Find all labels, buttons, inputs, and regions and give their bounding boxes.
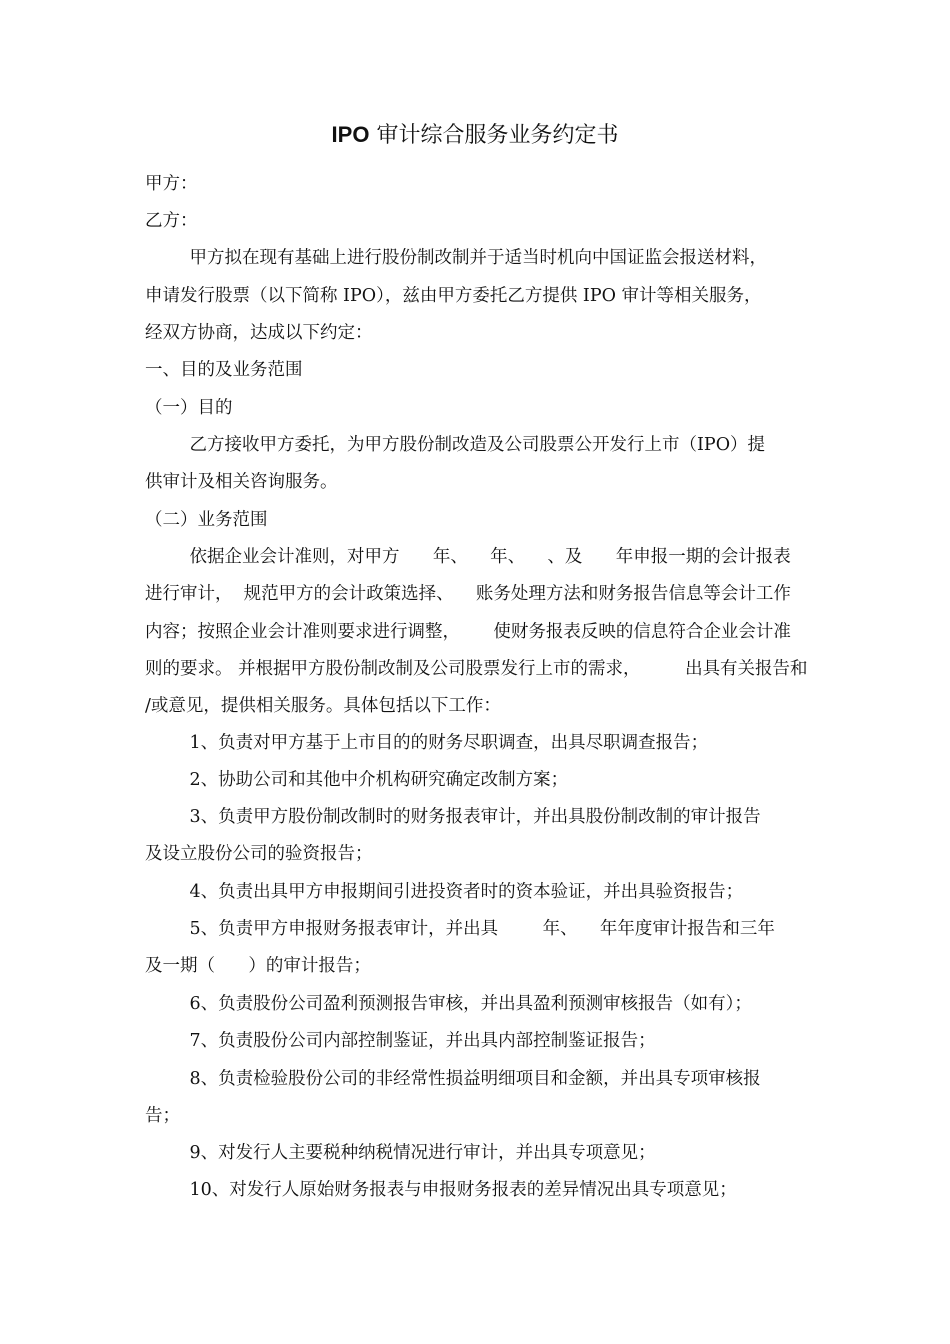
title-text: 审计综合服务业务约定书 <box>369 123 619 148</box>
body-line: 内容；按照企业会计准则要求进行调整， 使财务报表反映的信息符合企业会计准 <box>145 622 791 642</box>
body-line: （一）目的 <box>145 398 233 418</box>
body-line: 进行审计， 规范甲方的会计政策选择、 账务处理方法和财务报告信息等会计工作 <box>145 584 791 604</box>
body-line: 及一期（ ）的审计报告； <box>145 956 371 976</box>
body-line: 甲方： <box>145 174 198 194</box>
body-line: 申请发行股票（以下简称 IPO），兹由甲方委托乙方提供 IPO 审计等相关服务， <box>145 286 762 306</box>
body-line: 1、负责对甲方基于上市目的的财务尽职调查，出具尽职调查报告； <box>145 733 709 753</box>
body-line: 3、负责甲方股份制改制时的财务报表审计，并出具股份制改制的审计报告 <box>145 807 761 827</box>
body-line: 则的要求。 并根据甲方股份制改制及公司股票发行上市的需求， 出具有关报告和 <box>145 659 808 679</box>
body-line: 依据企业会计准则，对甲方 年、 年、 、及 年申报一期的会计报表 <box>145 547 791 567</box>
body-line: 9、对发行人主要税种纳税情况进行审计，并出具专项意见； <box>145 1143 656 1163</box>
body-line: 甲方拟在现有基础上进行股份制改制并于适当时机向中国证监会报送材料， <box>145 248 767 268</box>
body-line: 经双方协商，达成以下约定： <box>145 323 373 343</box>
title-prefix: IPO <box>331 122 370 147</box>
body-line: 2、协助公司和其他中介机构研究确定改制方案； <box>145 770 569 790</box>
body-line: 及设立股份公司的验资报告； <box>145 844 373 864</box>
body-line: 乙方接收甲方委托，为甲方股份制改造及公司股票公开发行上市（IPO）提 <box>145 435 766 455</box>
body-line: 告； <box>145 1106 180 1126</box>
body-line: 供审计及相关咨询服务。 <box>145 472 338 492</box>
body-line: /或意见，提供相关服务。具体包括以下工作： <box>145 696 501 716</box>
body-line: 6、负责股份公司盈利预测报告审核，并出具盈利预测审核报告（如有）； <box>145 994 752 1014</box>
document-title <box>0 120 950 151</box>
body-line: 4、负责出具甲方申报期间引进投资者时的资本验证，并出具验资报告； <box>145 882 744 902</box>
body-line: 乙方： <box>145 211 198 231</box>
body-line: 一、目的及业务范围 <box>145 360 303 380</box>
body-line: 8、负责检验股份公司的非经常性损益明细项目和金额，并出具专项审核报 <box>145 1069 761 1089</box>
body-line: 10、对发行人原始财务报表与申报财务报表的差异情况出具专项意见； <box>145 1180 737 1200</box>
body-line: （二）业务范围 <box>145 510 268 530</box>
body-line: 7、负责股份公司内部控制鉴证，并出具内部控制鉴证报告； <box>145 1031 656 1051</box>
body-line: 5、负责甲方申报财务报表审计，并出具 年、 年年度审计报告和三年 <box>145 919 775 939</box>
